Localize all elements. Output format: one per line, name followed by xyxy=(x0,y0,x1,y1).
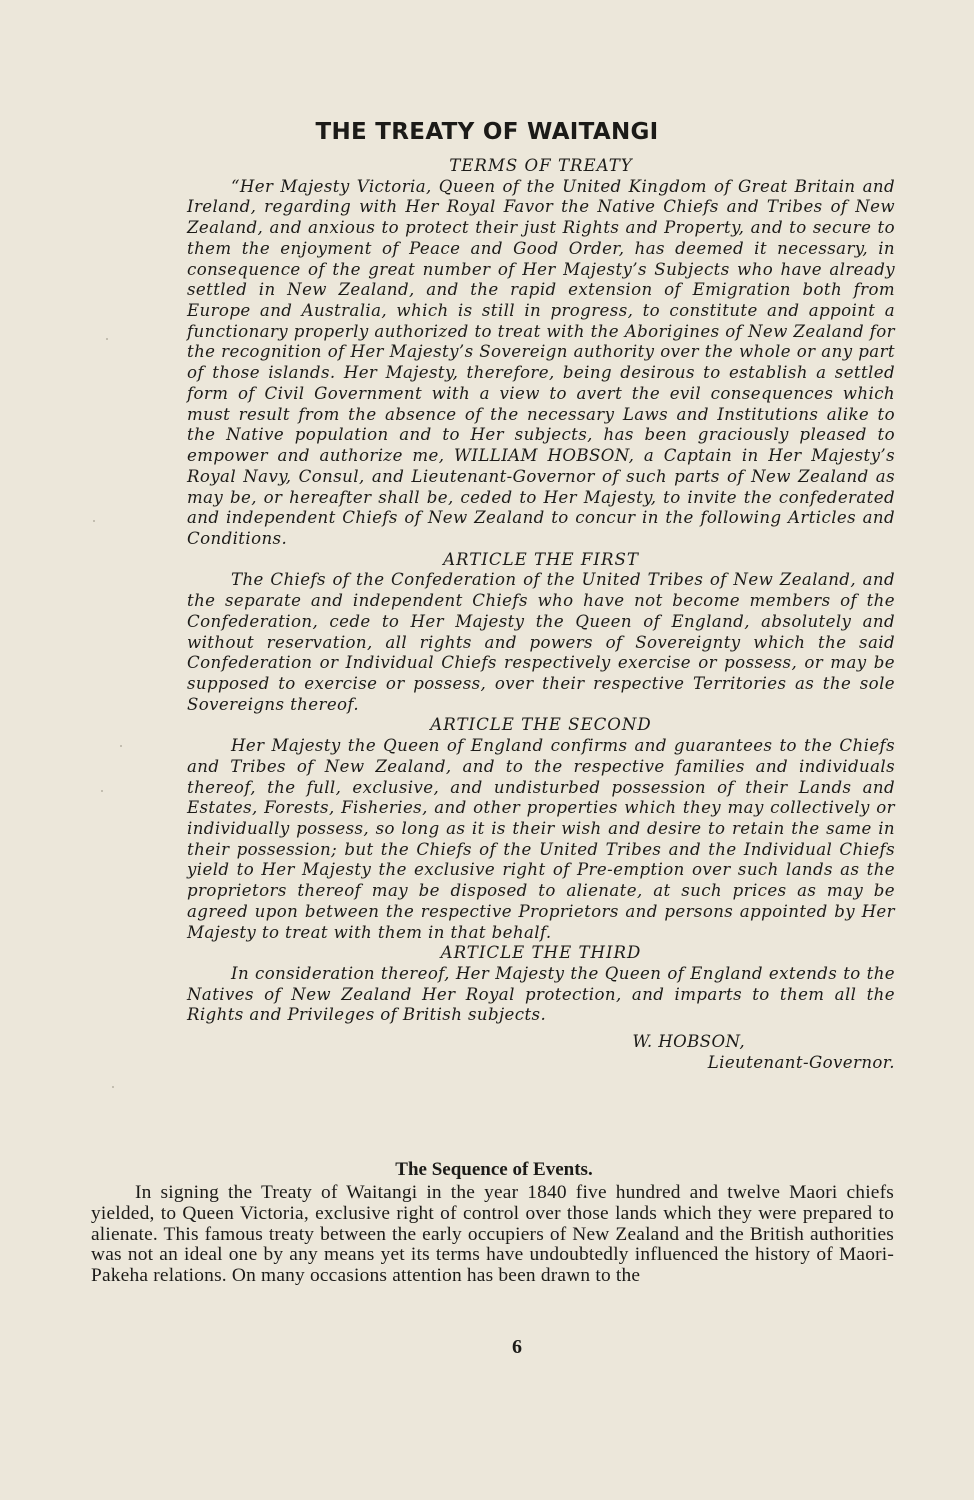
paper-speck xyxy=(106,338,108,340)
treaty-text-block xyxy=(187,156,895,1074)
article-second-heading: ARTICLE THE SECOND xyxy=(430,715,652,735)
paper-speck xyxy=(101,790,103,792)
treaty-preamble: “Her Majesty Victoria, Queen of the United Kingdom of Great Britain and Ireland, regarding with Her Royal Favor the Native Chiefs and Tribes of New Zealand, and anxious to protect their just Rights and Property, and to secure to them the enjoyment of Peace and Good Order, has deemed it necessary, in consequence of the great number of Her Majesty’s Subjects who have already settled in New Zealand, and the rapid extension of Emigration both from Europe and Australia, which is still in progress, to constitute and appoint a functionary properly authorized to treat with the Aborigines of New Zealand for the recognition of Her Majesty’s Sovereign authority over the whole or any part of those islands. Her Majesty, therefore, being desirous to establish a settled form of Civil Government with a view to avert the evil consequences which must result from the absence of the necessary Laws and Institutions alike to the Native population and to Her subjects, has been graciously pleased to empower and authorize me, WILLIAM HOBSON, a Captain in Her Majesty’s Royal Navy, Consul, and Lieutenant-Governor of such parts of New Zealand as may be, or hereafter shall be, ceded to Her Majesty, to invite the confederated and independent Chiefs of New Zealand to concur in the following Articles and Conditions. xyxy=(187,176,895,548)
paper-speck xyxy=(93,520,95,522)
article-second-text: Her Majesty the Queen of England confirms and guarantees to the Chiefs and Tribes of New Zealand, and to the respective families and individuals thereof, the full, exclusive, and undisturbed possession of their Lands and Estates, Forests, Fisheries, and other properties which they may collectively or individually possess, so long as it is their wish and desire to retain the same in their possession; but the Chiefs of the United Tribes and the Individual Chiefs yield to Her Majesty the exclusive right of Pre-emption over such lands as the proprietors thereof may be disposed to alienate, at such prices as may be agreed upon between the respective Proprietors and persons appointed by Her Majesty to treat with them in that behalf. xyxy=(187,736,895,942)
sequence-paragraph: In signing the Treaty of Waitangi in the year 1840 five hundred and twelve Maori chiefs yielded, to Queen Victoria, exclusive right of control over those lands which they were prepared to alienate. This famous treaty between the early occupiers of New Zealand and the British authorities was not an ideal one by any means yet its terms have undoubtedly influenced the history of Maori-Pakeha relations. On many occasions attention has been drawn to the xyxy=(91,1182,894,1287)
signature-title: Lieutenant-Governor. xyxy=(707,1052,895,1072)
page-number: 6 xyxy=(512,1336,522,1358)
article-third-heading: ARTICLE THE THIRD xyxy=(440,943,642,963)
document-title: THE TREATY OF WAITANGI xyxy=(315,119,659,145)
sequence-heading: The Sequence of Events. xyxy=(395,1159,593,1180)
article-first-heading: ARTICLE THE FIRST xyxy=(443,549,639,569)
terms-heading: TERMS OF TREATY xyxy=(449,156,633,175)
article-first-text: The Chiefs of the Confederation of the United Tribes of New Zealand, and the separate and independent Chiefs who have not become members of the Confederation, cede to Her Majesty the Queen of England, absolutely and without reservation, all rights and powers of Sovereignty which the said Confederation or Individual Chiefs respectively exercise or possess, or may be supposed to exercise or possess, over their respective Territories as the sole Sovereigns thereof. xyxy=(187,570,895,714)
article-third-text: In consideration thereof, Her Majesty the Queen of England extends to the Natives of New Zealand Her Royal protection, and imparts to them all the Rights and Privileges of British subjects. xyxy=(187,964,895,1025)
paper-speck xyxy=(112,1086,114,1088)
paper-speck xyxy=(120,745,122,747)
signature-name: W. HOBSON, xyxy=(632,1032,745,1052)
